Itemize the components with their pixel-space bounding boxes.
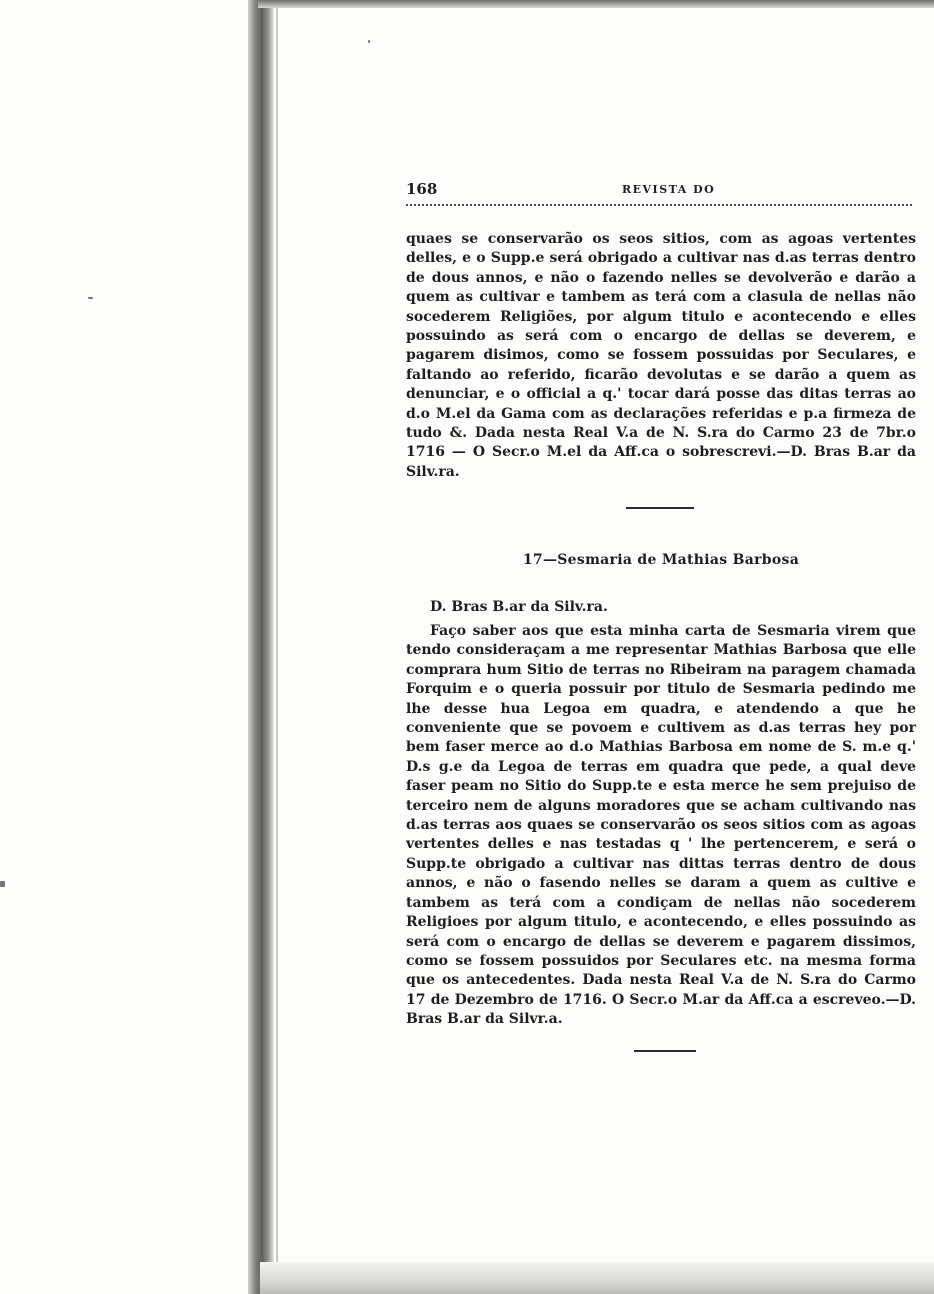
scan-speck [368, 40, 370, 43]
section-body: Faço saber aos que esta minha carta de Sesmaria virem que tendo consideraçam a me representar Mathias Barbosa que elle comprara hum Sitio de terras no Ribeiram na paragem chamada Forquim e o queria possuir por titulo de Sesmaria pedindo me lhe desse hua Legoa em quadra, e atendendo a que he conveniente que se povoem e cultivem as d.as terras hey por bem faser merce ao d.o Mathias Barbosa em nome de S. m.e q.' D.s g.e da Legoa de terras em quadra que pede, a qual deve faser peam no Sitio do Supp.te e esta merce he sem prejuiso de terceiro nem de alguns moradores que se acham cultivando nas d.as terras aos quaes se conservarão os seos sitios com as agoas vertentes delles e nas testadas q ' lhe pertencerem, e será o Supp.te obrigado a cultivar nas dittas terras dentro de dous annos, e não o fasendo nelles se daram a quem as cultive e tambem as terá com a condiçam de nellas não socederem Religioes por algum titulo, e acontecendo, e elles possuindo as será com o encargo de dellas se deverem e pagarem dissimos, como se fossem possuidos por Seculares etc. na mesma forma que os antecedentes. Dada nesta Real V.a de N. S.ra do Carmo 17 de Dezembro de 1716. O Secr.o M.ar da Aff.ca a escreveo.—D. Bras B.ar da Silvr.a. [406, 623, 916, 1028]
scan-speck [0, 881, 5, 887]
header-rule [406, 204, 912, 206]
journal-title: REVISTA DO [622, 183, 716, 196]
page-number: 168 [406, 180, 438, 198]
scan-speck [88, 297, 93, 299]
running-head [406, 180, 912, 202]
end-separator [634, 1050, 696, 1052]
bottom-scan-edge [260, 1262, 934, 1294]
continued-paragraph: quaes se conservarão os seos sitios, com as agoas vertentes delles, e o Supp.e será obrigado a cultivar nas d.as terras dentro de dous annos, e não o fazendo nelles se devolverão e darão a quem as cultivar e tambem as terá com a clasula de nellas não socederem Religiões, por algum titulo e acontecendo e elles possuindo as será com o encargo de dellas se deverem, e pagarem disimos, como se fossem possuidas por Seculares, e faltando ao referido, ficarão devolutas e se darão a quem as denunciar, e o official a q.' tocar dará posse das ditas terras ao d.o M.el da Gama com as declarações referidas e p.a firmeza de tudo &. Dada nesta Real V.a de N. S.ra do Carmo 23 de 7br.o 1716 — O Secr.o M.el da Aff.ca o sobrescrevi.—D. Bras B.ar da Silv.ra. [406, 231, 916, 480]
page-edge-line [276, 0, 278, 1294]
section-separator [626, 507, 694, 509]
top-scan-edge [258, 0, 934, 8]
salutation: D. Bras B.ar da Silv.ra. [430, 599, 608, 615]
section-title: 17—Sesmaria de Mathias Barbosa [522, 552, 800, 568]
book-binding-shadow [248, 0, 274, 1294]
